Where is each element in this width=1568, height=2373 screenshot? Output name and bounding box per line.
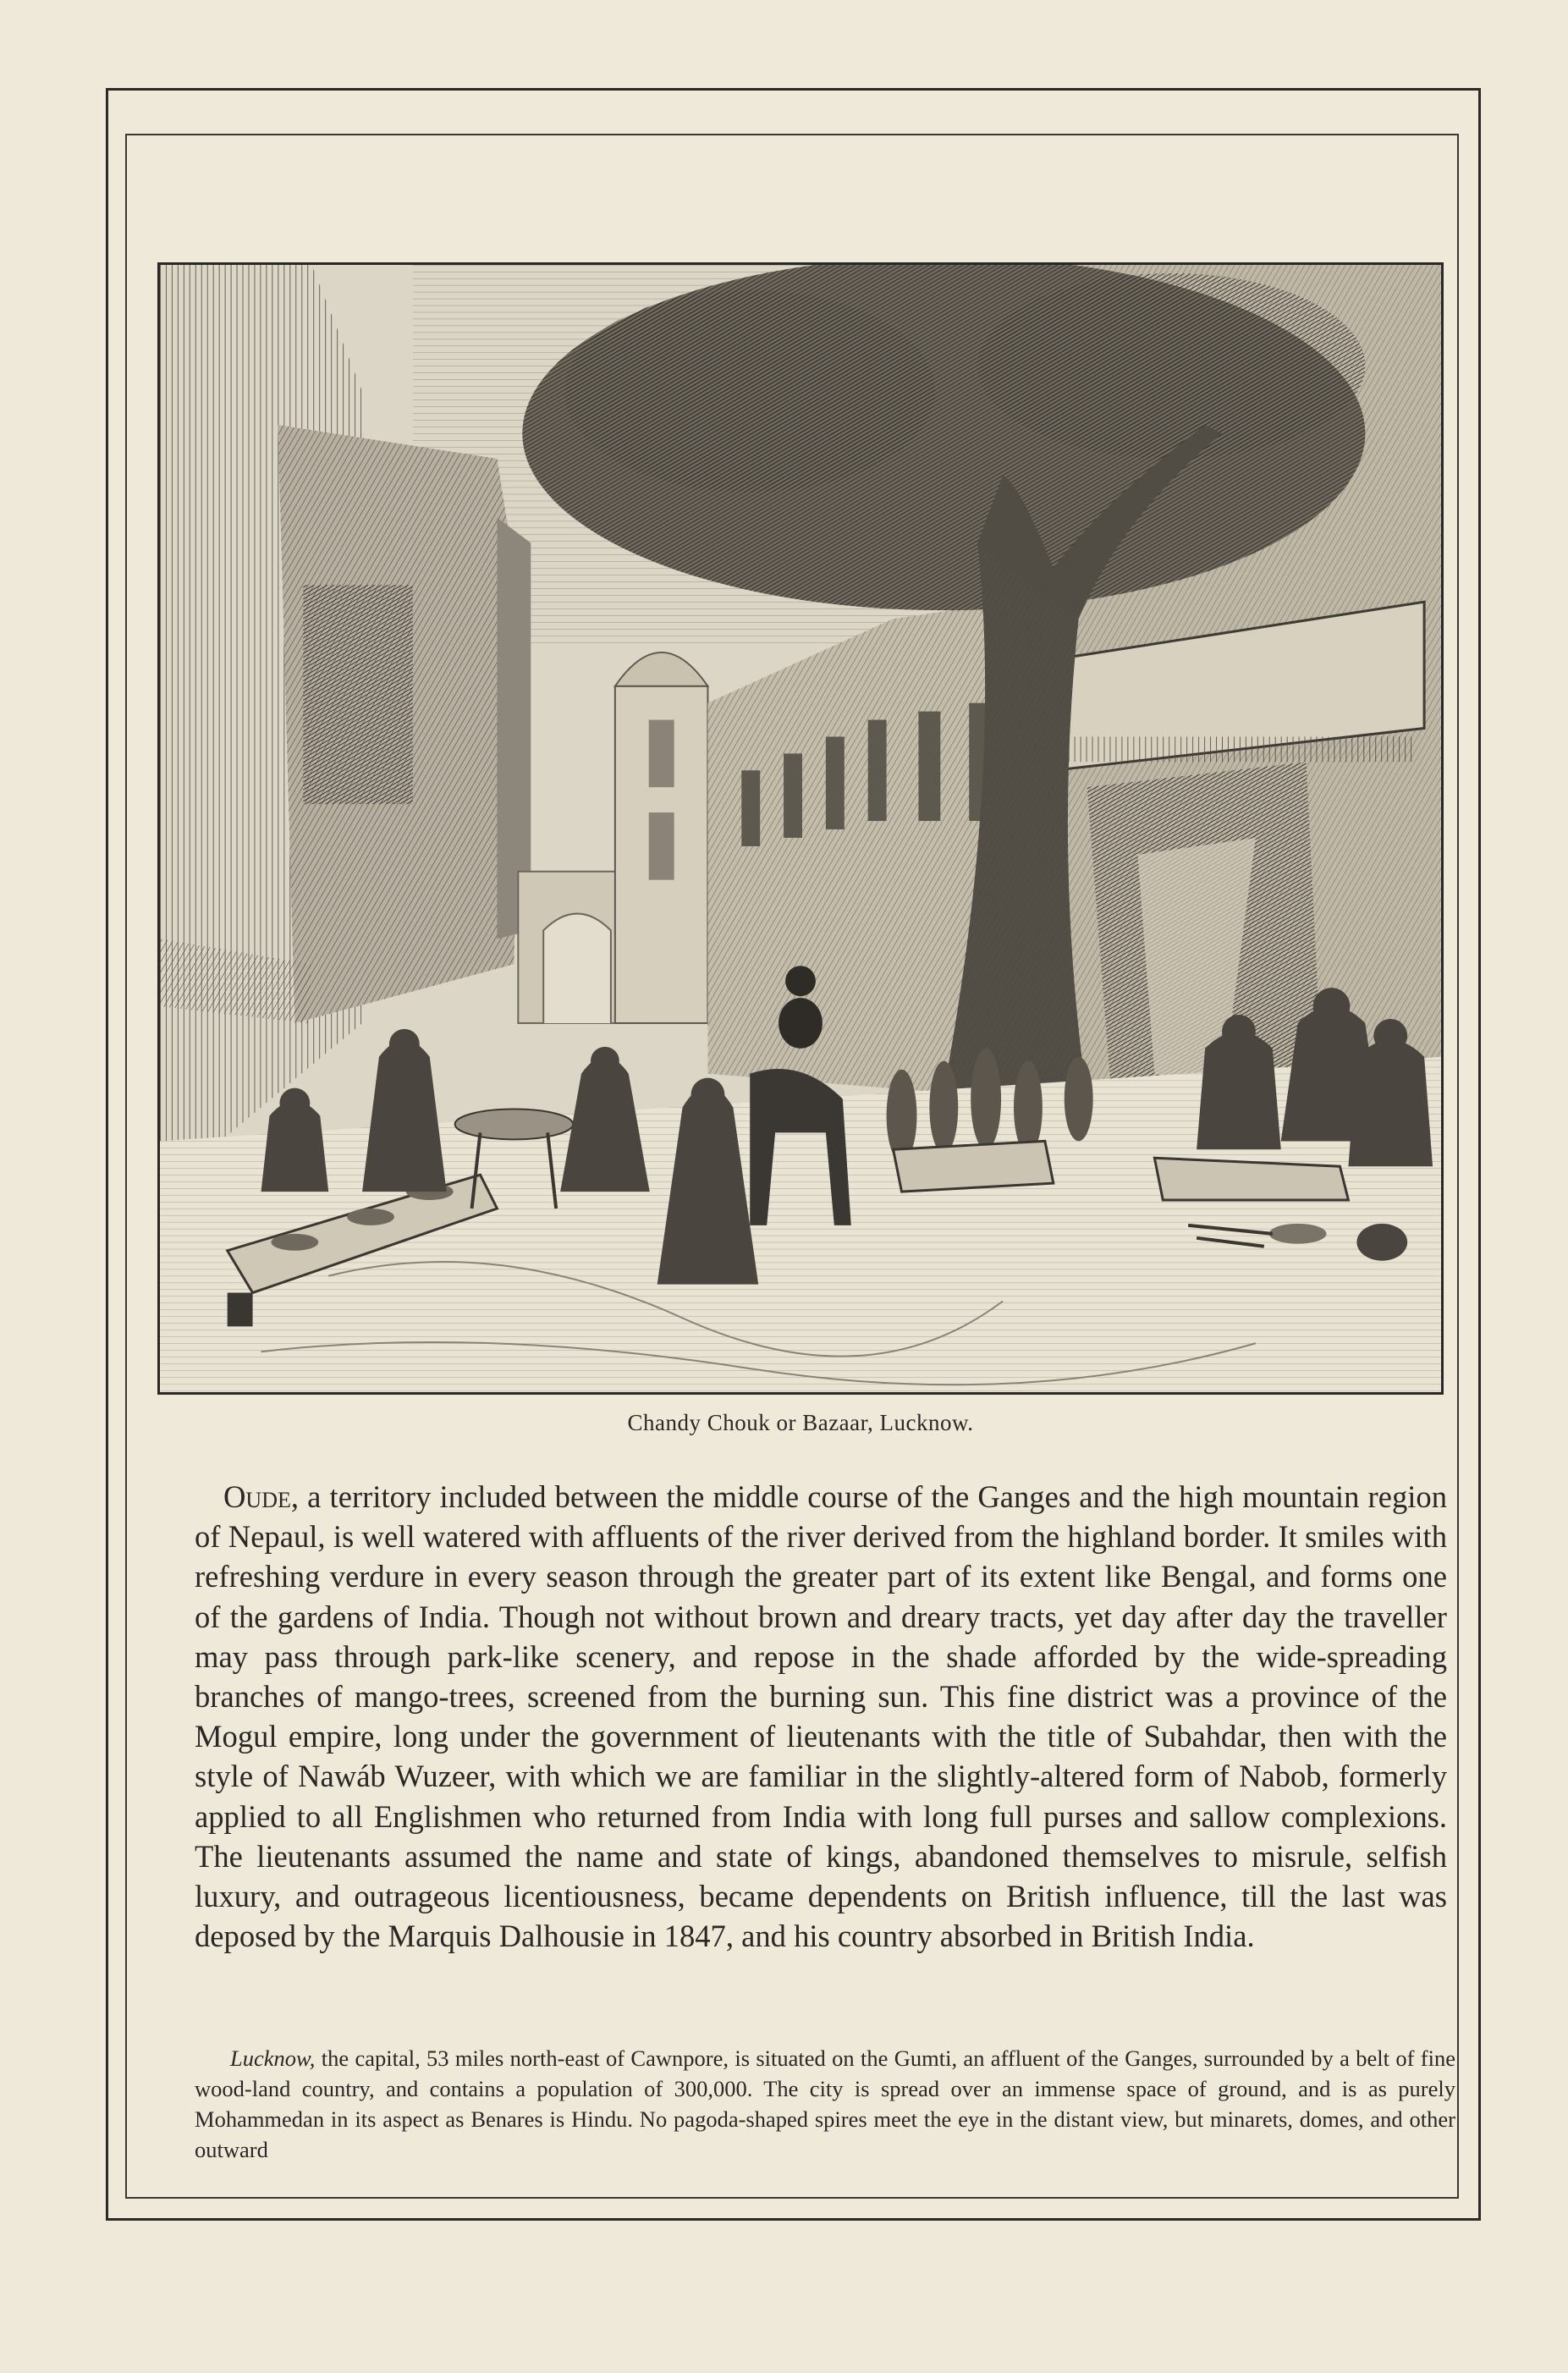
bazaar-street-scene <box>160 265 1441 1392</box>
lead-word-oude: Oude, <box>223 1479 299 1514</box>
plate-caption: Chandy Chouk or Bazaar, Lucknow. <box>627 1410 974 1435</box>
paragraph-text: a territory included between the middle course of the Ganges and the high mountain region of Nepaul, is well watered with affluents of the river derived from the highland border. It smiles with refreshing verdure in every season through the greater part of its extent like Bengal, and forms one of the gardens of India. Though not without brown and dreary tracts, yet day after day the traveller may pass through park-like scenery, and repose in the shade afforded by the wide-spreading branches of mango-trees, screened from the burning sun. This fine district was a province of the Mogul empire, long under the government of lieutenants with the title of Subahdar, then with the style of Nawáb Wuzeer, with which we are familiar in the slightly-altered form of Nabob, formerly applied to all Englishmen who returned from India with long full purses and sallow complexions. The lieutenants assumed the name and state of kings, abandoned themselves to misrule, selfish luxury, and outrageous licentiousness, became dependents on British influence, till the last was deposed by the Marquis Dalhousie in 1847, and his country absorbed in British India. <box>195 1479 1447 1954</box>
main-paragraph <box>195 1477 1447 1956</box>
lucknow-note <box>195 2043 1455 2165</box>
note-text: the capital, 53 miles north-east of Cawnpore, is situated on the Gumti, an affluent of the Ganges, surrounded by a belt of fine wood-land country, and contains a population of 300,000. The city is spread over an immense space of ground, and is as purely Mohammedan in its aspect as Benares is Hindu. No pagoda-shaped spires meet the eye in the distant view, but minarets, domes, and other outward <box>195 2045 1455 2162</box>
lead-word-lucknow: Lucknow, <box>230 2045 316 2071</box>
engraving-illustration <box>157 262 1444 1395</box>
